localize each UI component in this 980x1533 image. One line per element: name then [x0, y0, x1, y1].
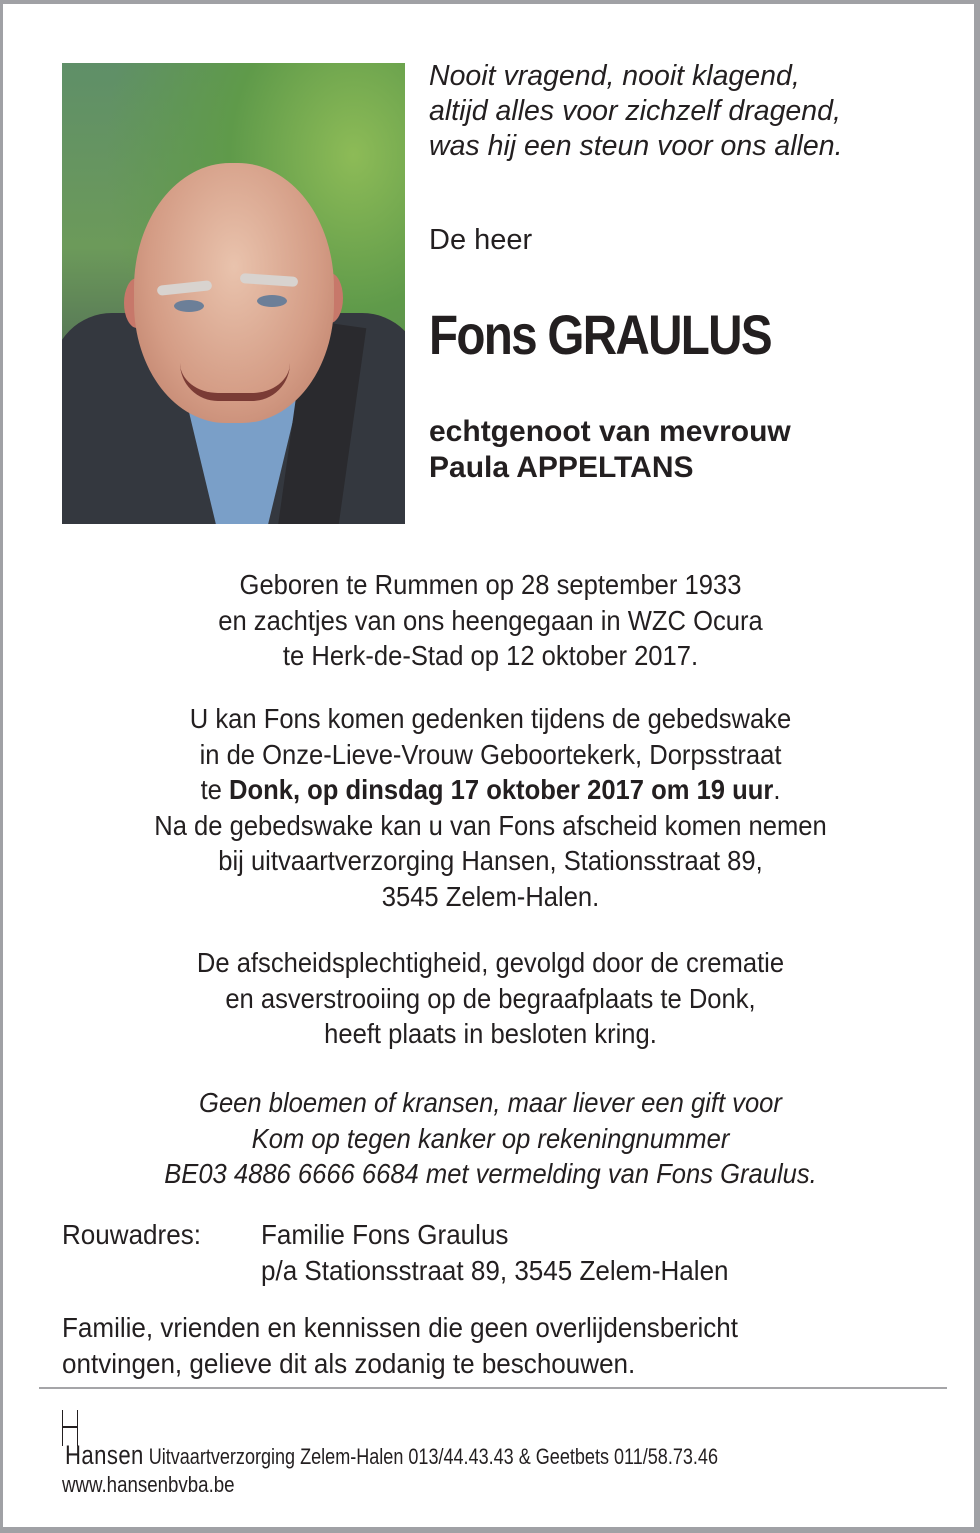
photo-eye — [257, 295, 287, 307]
wake-suffix: . — [773, 774, 781, 805]
poem-line: Nooit vragend, nooit klagend, — [429, 60, 800, 92]
ceremony-info — [37, 945, 944, 1052]
ceremony-line: en asverstrooiing op de begraafplaats te Donk, — [225, 982, 756, 1014]
poem-line: was hij een steun voor ons allen. — [429, 130, 843, 162]
rouwadres-line: p/a Stationsstraat 89, 3545 Zelem-Halen — [261, 1255, 729, 1286]
photo-eye — [174, 300, 204, 312]
poem — [429, 59, 843, 164]
wake-prefix: te — [200, 774, 230, 805]
spouse-name: Paula APPELTANS — [429, 451, 694, 484]
notice-line: ontvingen, gelieve dit als zodanig te beschouwen. — [62, 1348, 636, 1379]
birth-death-info — [37, 567, 944, 674]
rouwadres-label: Rouwadres: — [62, 1219, 201, 1250]
donation-line: Geen bloemen of kransen, maar liever een gift voor — [199, 1087, 782, 1118]
wake-line: bij uitvaartverzorging Hansen, Stationsstraat 89, — [218, 845, 763, 876]
wake-line — [37, 772, 944, 808]
notice — [62, 1310, 738, 1382]
rouwadres-value — [261, 1217, 729, 1289]
deceased-name: Fons GRAULUS — [429, 303, 771, 366]
birth-line: te Herk-de-Stad op 12 oktober 2017. — [282, 640, 699, 671]
rouwadres-line: Familie Fons Graulus — [261, 1219, 509, 1250]
title-prefix: De heer — [429, 224, 533, 256]
footer-url[interactable]: www.hansenbvba.be — [62, 1472, 235, 1497]
wake-info — [37, 701, 944, 914]
ceremony-line: heeft plaats in besloten kring. — [324, 1018, 657, 1049]
birth-line: Geboren te Rummen op 28 september 1933 — [239, 569, 742, 600]
footer-details: Uitvaartverzorging Zelem-Halen 013/44.43.43 & Geetbets 011/58.73.46 — [148, 1444, 718, 1469]
notice-line: Familie, vrienden en kennissen die geen overlijdensbericht — [62, 1312, 738, 1343]
wake-line: U kan Fons komen gedenken tijdens de gebedswake — [189, 703, 792, 734]
obituary-page — [3, 4, 974, 1527]
wake-date: Donk, op dinsdag 17 oktober 2017 om 19 uur — [229, 774, 774, 805]
donation-line: Kom op tegen kanker op rekeningnummer — [251, 1122, 730, 1154]
footer-brand: Hansen — [65, 1440, 144, 1470]
birth-line: en zachtjes van ons heengegaan in WZC Ocura — [218, 604, 763, 636]
wake-line: Na de gebedswake kan u van Fons afscheid komen nemen — [154, 809, 827, 841]
donation-line: BE03 4886 6666 6684 met vermelding van Fons Graulus. — [164, 1158, 817, 1189]
donation-info — [37, 1085, 944, 1192]
wake-line: 3545 Zelem-Halen. — [381, 880, 600, 912]
divider — [39, 1387, 947, 1389]
portrait-photo — [62, 63, 405, 524]
poem-line: altijd alles voor zichzelf dragend, — [429, 95, 841, 127]
spouse-info — [429, 414, 791, 486]
wake-line: in de Onze-Lieve-Vrouw Geboortekerk, Dorpsstraat — [199, 738, 782, 770]
footer-contact — [65, 1440, 718, 1471]
spouse-line: echtgenoot van mevrouw — [429, 415, 791, 448]
ceremony-line: De afscheidsplechtigheid, gevolgd door de crematie — [196, 947, 785, 978]
